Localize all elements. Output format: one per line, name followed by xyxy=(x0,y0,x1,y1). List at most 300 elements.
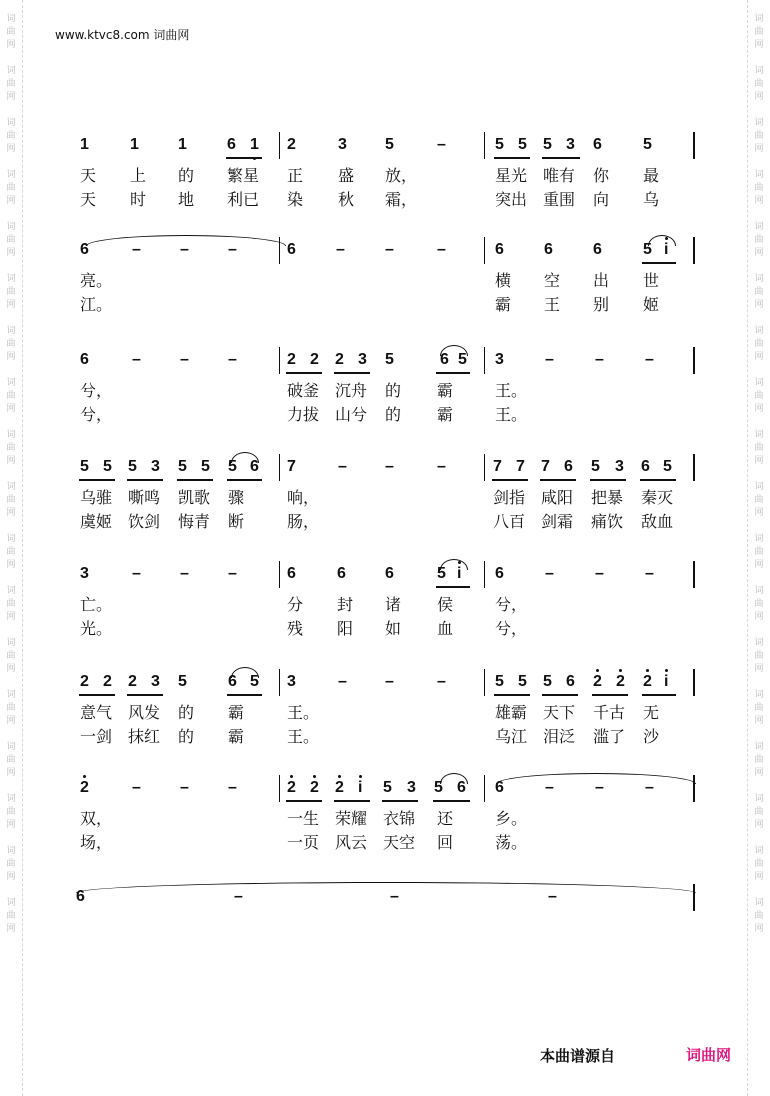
note-digit: – xyxy=(595,565,604,582)
note-digit: 3 xyxy=(151,458,160,475)
lyric-verse-1: 诸 xyxy=(385,595,402,614)
lyric-verse-1: 无 xyxy=(643,703,660,722)
note-digit: 6 xyxy=(641,458,650,475)
note-digit: 3 xyxy=(615,458,624,475)
lyric-verse-1: 双， xyxy=(80,809,113,828)
note-digit: – xyxy=(338,458,347,475)
lyric-verse-1: 沉舟 xyxy=(335,381,368,400)
lyric-verse-1: 出 xyxy=(593,271,610,290)
note xyxy=(385,565,394,583)
end-bar-line xyxy=(693,775,695,802)
note-digit: 5 xyxy=(228,458,237,475)
lyric-verse-1: 空 xyxy=(544,271,561,290)
note-digit: 3 xyxy=(358,351,367,368)
beam-underline xyxy=(227,479,262,481)
note xyxy=(383,779,392,797)
watermark-char: 网 xyxy=(754,820,764,830)
watermark-char: 曲 xyxy=(754,443,764,453)
lyric-verse-2: 霜， xyxy=(385,190,418,209)
watermark-char: 词 xyxy=(754,586,764,596)
end-bar-line xyxy=(693,237,695,264)
note-digit: – xyxy=(595,779,604,796)
note-digit: 3 xyxy=(566,136,575,153)
tie-arc xyxy=(496,773,696,784)
sustain-dash xyxy=(336,241,345,259)
lyric-verse-1: 荣耀 xyxy=(335,809,368,828)
watermark-char: 曲 xyxy=(6,391,16,401)
note-digit: – xyxy=(385,673,394,690)
watermark-char: 词 xyxy=(754,14,764,24)
watermark-char: 曲 xyxy=(754,807,764,817)
watermark-char: 网 xyxy=(754,40,764,50)
lyric-verse-2: 一剑 xyxy=(80,727,113,746)
lyric-verse-1: 王。 xyxy=(287,703,320,722)
note xyxy=(178,136,187,154)
bar-line xyxy=(279,669,280,696)
score-system xyxy=(0,450,770,562)
watermark-char: 曲 xyxy=(6,755,16,765)
watermark-char: 词 xyxy=(754,846,764,856)
bar-line xyxy=(484,775,485,802)
lyric-verse-2: 饮剑 xyxy=(128,512,161,531)
note-digit: 6 xyxy=(495,565,504,582)
watermark-char: 网 xyxy=(754,768,764,778)
watermark-char: 网 xyxy=(6,924,16,934)
lyric-verse-2: 霸 xyxy=(495,295,512,314)
note-digit: – xyxy=(132,351,141,368)
note xyxy=(541,458,550,476)
note-digit: 7 xyxy=(493,458,502,475)
note xyxy=(385,136,394,154)
note-digit: – xyxy=(228,779,237,796)
note-digit: – xyxy=(228,565,237,582)
lyric-verse-2: 王 xyxy=(544,295,561,314)
beam-underline xyxy=(640,479,676,481)
lyric-verse-1: 的 xyxy=(178,166,195,185)
note-digit: – xyxy=(595,351,604,368)
note xyxy=(128,673,137,691)
lyric-verse-2: 滥了 xyxy=(593,727,626,746)
note xyxy=(80,351,89,369)
watermark-char: 网 xyxy=(6,716,16,726)
bar-line xyxy=(279,561,280,588)
sustain-dash xyxy=(595,351,604,369)
note xyxy=(80,458,89,476)
note-digit: – xyxy=(545,351,554,368)
lyric-verse-1: 分 xyxy=(287,595,304,614)
note xyxy=(663,458,672,476)
lyric-verse-2: 天 xyxy=(80,190,97,209)
note xyxy=(337,565,346,583)
watermark-group xyxy=(754,13,763,52)
watermark-char: 曲 xyxy=(6,287,16,297)
note xyxy=(103,673,112,691)
note xyxy=(287,241,296,259)
note-digit: – xyxy=(132,779,141,796)
note-digit: i xyxy=(358,779,363,796)
score-system xyxy=(0,880,770,992)
lyric-verse-1: 风发 xyxy=(128,703,161,722)
note xyxy=(564,458,573,476)
lyric-verse-2: 荡。 xyxy=(495,833,528,852)
note xyxy=(80,136,89,154)
beam-underline xyxy=(177,479,213,481)
note xyxy=(616,673,625,691)
watermark-char: 曲 xyxy=(754,287,764,297)
note xyxy=(178,673,187,691)
note-digit: – xyxy=(545,779,554,796)
note-digit: 6 xyxy=(287,241,296,258)
note-digit: 5 xyxy=(128,458,137,475)
watermark-char: 曲 xyxy=(754,339,764,349)
watermark-group xyxy=(6,65,15,104)
note xyxy=(593,241,602,259)
sustain-dash xyxy=(132,565,141,583)
site-header: www.ktvc8.com 词曲网 xyxy=(55,28,190,42)
note-digit: – xyxy=(390,888,399,905)
lyric-verse-2: 泪泛 xyxy=(543,727,576,746)
note-digit: 1 xyxy=(250,136,259,153)
lyric-verse-2: 的 xyxy=(385,405,402,424)
note-digit: 5 xyxy=(643,241,652,258)
watermark-char: 曲 xyxy=(6,235,16,245)
lyric-verse-2: 姬 xyxy=(643,295,660,314)
watermark-char: 曲 xyxy=(754,703,764,713)
lyric-verse-2: 如 xyxy=(385,619,402,638)
lyric-verse-1: 雄霸 xyxy=(495,703,528,722)
lyric-verse-2: 残 xyxy=(287,619,304,638)
watermark-char: 网 xyxy=(6,196,16,206)
note xyxy=(495,565,504,583)
note xyxy=(493,458,502,476)
lyric-verse-2: 断 xyxy=(228,512,245,531)
lyric-verse-2: 痛饮 xyxy=(591,512,624,531)
note xyxy=(518,673,527,691)
note xyxy=(495,673,504,691)
lyric-verse-1: 的 xyxy=(178,703,195,722)
note xyxy=(544,241,553,259)
lyric-verse-2: 阳 xyxy=(337,619,354,638)
note-digit: 5 xyxy=(518,673,527,690)
sustain-dash xyxy=(338,673,347,691)
bar-line xyxy=(484,132,485,159)
note xyxy=(495,241,504,259)
note-digit: 1 xyxy=(178,136,187,153)
end-bar-line xyxy=(693,347,695,374)
note xyxy=(80,565,89,583)
watermark-char: 词 xyxy=(754,482,764,492)
lyric-verse-1: 星光 xyxy=(495,166,528,185)
lyric-verse-1: 兮， xyxy=(495,595,528,614)
lyric-verse-1: 王。 xyxy=(495,381,528,400)
note-digit: 2 xyxy=(335,351,344,368)
tie-arc xyxy=(440,773,468,784)
note xyxy=(287,565,296,583)
note-digit: – xyxy=(645,565,654,582)
lyric-verse-1: 最 xyxy=(643,166,660,185)
note-digit: i xyxy=(664,673,669,690)
note xyxy=(643,673,652,691)
beam-underline xyxy=(286,372,322,374)
bar-line xyxy=(484,454,485,481)
watermark-char: 曲 xyxy=(754,183,764,193)
sustain-dash xyxy=(437,458,446,476)
beam-underline xyxy=(494,694,530,696)
note xyxy=(227,136,236,154)
beam-underline xyxy=(494,157,530,159)
note-digit: – xyxy=(234,888,243,905)
tie-arc xyxy=(86,235,286,246)
footer-logo: 词曲网 xyxy=(686,1046,732,1064)
lyric-verse-2: 抹红 xyxy=(128,727,161,746)
lyric-verse-1: 千古 xyxy=(593,703,626,722)
note-digit: 6 xyxy=(227,136,236,153)
lyric-verse-2: 重围 xyxy=(543,190,576,209)
lyric-verse-1: 世 xyxy=(643,271,660,290)
note-digit: 2 xyxy=(80,673,89,690)
beam-underline xyxy=(542,157,580,159)
note-digit: 6 xyxy=(385,565,394,582)
lyric-verse-2: 沙 xyxy=(643,727,660,746)
watermark-char: 词 xyxy=(754,66,764,76)
note xyxy=(80,673,89,691)
beam-underline xyxy=(436,586,470,588)
watermark-char: 网 xyxy=(6,508,16,518)
lyric-verse-1: 上 xyxy=(130,166,147,185)
note xyxy=(664,673,668,691)
beam-underline xyxy=(334,372,370,374)
lyric-verse-2: 向 xyxy=(593,190,610,209)
note-digit: 6 xyxy=(593,136,602,153)
lyric-verse-2: 秋 xyxy=(338,190,355,209)
lyric-verse-1: 霸 xyxy=(437,381,454,400)
note xyxy=(358,351,367,369)
tie-arc xyxy=(440,559,468,570)
note-digit: 5 xyxy=(178,458,187,475)
beam-underline xyxy=(642,694,676,696)
watermark-char: 曲 xyxy=(6,599,16,609)
sustain-dash xyxy=(385,673,394,691)
watermark-char: 词 xyxy=(754,690,764,700)
watermark-char: 词 xyxy=(6,638,16,648)
watermark-char: 词 xyxy=(754,378,764,388)
lyric-verse-2: 霸 xyxy=(437,405,454,424)
watermark-char: 网 xyxy=(754,560,764,570)
note-digit: 5 xyxy=(643,136,652,153)
note-digit: 5 xyxy=(103,458,112,475)
score-system xyxy=(0,233,770,345)
lyric-verse-1: 衣锦 xyxy=(383,809,416,828)
watermark-char: 曲 xyxy=(6,339,16,349)
watermark-char: 曲 xyxy=(754,27,764,37)
lyric-verse-2: 天空 xyxy=(383,833,416,852)
note xyxy=(128,458,137,476)
bar-line xyxy=(484,237,485,264)
lyric-verse-1: 天下 xyxy=(543,703,576,722)
watermark-char: 曲 xyxy=(6,79,16,89)
watermark-char: 曲 xyxy=(6,911,16,921)
note-digit: 6 xyxy=(287,565,296,582)
lyric-verse-1: 骤 xyxy=(228,488,245,507)
note-digit: 5 xyxy=(663,458,672,475)
lyric-verse-2: 突出 xyxy=(495,190,528,209)
watermark-char: 曲 xyxy=(6,27,16,37)
lyric-verse-2: 光。 xyxy=(80,619,113,638)
note-digit: 5 xyxy=(543,673,552,690)
note-digit: 3 xyxy=(407,779,416,796)
note xyxy=(151,673,160,691)
end-bar-line xyxy=(693,454,695,481)
watermark-char: 词 xyxy=(754,326,764,336)
tie-arc xyxy=(648,235,676,246)
lyric-verse-2: 力拔 xyxy=(287,405,320,424)
note-digit: 2 xyxy=(287,779,296,796)
watermark-char: 曲 xyxy=(6,131,16,141)
note-digit: – xyxy=(132,565,141,582)
sustain-dash xyxy=(645,565,654,583)
note-digit: 5 xyxy=(591,458,600,475)
lyric-verse-2: 敌血 xyxy=(641,512,674,531)
note-digit: – xyxy=(437,241,446,258)
note-digit: 5 xyxy=(201,458,210,475)
sustain-dash xyxy=(228,565,237,583)
note-digit: 1 xyxy=(80,136,89,153)
note xyxy=(287,136,296,154)
lyric-verse-2: 场， xyxy=(80,833,113,852)
watermark-char: 曲 xyxy=(754,651,764,661)
note xyxy=(338,136,347,154)
note-digit: 2 xyxy=(103,673,112,690)
watermark-char: 曲 xyxy=(754,131,764,141)
watermark-char: 网 xyxy=(754,456,764,466)
note xyxy=(495,136,504,154)
lyric-verse-1: 唯有 xyxy=(543,166,576,185)
sustain-dash xyxy=(228,779,237,797)
bar-line xyxy=(484,561,485,588)
note-digit: 2 xyxy=(616,673,625,690)
watermark-char: 网 xyxy=(6,300,16,310)
lyric-verse-2: 回 xyxy=(437,833,454,852)
watermark-char: 词 xyxy=(6,742,16,752)
note-digit: – xyxy=(437,673,446,690)
score-system xyxy=(0,665,770,777)
lyric-verse-1: 乡。 xyxy=(495,809,528,828)
lyric-verse-1: 秦灭 xyxy=(641,488,674,507)
sustain-dash xyxy=(228,351,237,369)
beam-underline xyxy=(540,479,576,481)
watermark-char: 曲 xyxy=(754,599,764,609)
score-system xyxy=(0,557,770,669)
score-system xyxy=(0,343,770,455)
watermark-char: 网 xyxy=(754,716,764,726)
watermark-char: 词 xyxy=(6,378,16,388)
sustain-dash xyxy=(132,779,141,797)
beam-underline xyxy=(227,694,262,696)
sustain-dash xyxy=(437,136,446,154)
lyric-verse-1: 一生 xyxy=(287,809,320,828)
lyric-verse-2: 一页 xyxy=(287,833,320,852)
note-digit: – xyxy=(180,565,189,582)
note-digit: 6 xyxy=(80,351,89,368)
watermark-char: 曲 xyxy=(6,859,16,869)
sustain-dash xyxy=(385,458,394,476)
note-digit: 6 xyxy=(544,241,553,258)
watermark-char: 曲 xyxy=(6,443,16,453)
note-digit: 6 xyxy=(566,673,575,690)
note xyxy=(335,779,344,797)
note xyxy=(643,136,652,154)
note-digit: 5 xyxy=(458,351,467,368)
lyric-verse-1: 正 xyxy=(287,166,304,185)
note xyxy=(593,673,602,691)
watermark-char: 网 xyxy=(754,144,764,154)
lyric-verse-2: 肠， xyxy=(287,512,320,531)
tie-arc xyxy=(231,667,259,678)
sustain-dash xyxy=(338,458,347,476)
note xyxy=(250,136,259,154)
watermark-char: 网 xyxy=(6,768,16,778)
note-digit: 5 xyxy=(385,136,394,153)
end-bar-line xyxy=(693,884,695,911)
note-digit: 5 xyxy=(543,136,552,153)
watermark-char: 曲 xyxy=(754,547,764,557)
note-digit: i xyxy=(664,241,669,258)
end-bar-line xyxy=(693,132,695,159)
note-digit: – xyxy=(645,779,654,796)
beam-underline xyxy=(592,694,628,696)
watermark-char: 词 xyxy=(6,170,16,180)
note-digit: 6 xyxy=(495,241,504,258)
note-digit: 3 xyxy=(151,673,160,690)
sustain-dash xyxy=(645,351,654,369)
watermark-char: 曲 xyxy=(754,859,764,869)
note-digit: 6 xyxy=(337,565,346,582)
lyric-verse-1: 乌骓 xyxy=(80,488,113,507)
score-system xyxy=(0,771,770,883)
note-digit: – xyxy=(336,241,345,258)
lyric-verse-1: 凯歌 xyxy=(178,488,211,507)
note-digit: 3 xyxy=(287,673,296,690)
lyric-verse-1: 嘶鸣 xyxy=(128,488,161,507)
watermark-char: 词 xyxy=(6,118,16,128)
watermark-char: 词 xyxy=(6,846,16,856)
lyric-verse-1: 亡。 xyxy=(80,595,113,614)
note xyxy=(407,779,416,797)
note xyxy=(566,673,575,691)
note-digit: – xyxy=(338,673,347,690)
watermark-char: 曲 xyxy=(6,651,16,661)
note xyxy=(615,458,624,476)
beam-underline xyxy=(127,479,163,481)
note xyxy=(287,458,296,476)
watermark-char: 词 xyxy=(6,222,16,232)
note xyxy=(287,779,296,797)
sustain-dash xyxy=(595,565,604,583)
note xyxy=(287,351,296,369)
note xyxy=(80,779,89,797)
note-digit: 5 xyxy=(178,673,187,690)
lyric-verse-2: 江。 xyxy=(80,295,113,314)
tie-arc xyxy=(440,345,468,356)
watermark-char: 网 xyxy=(6,456,16,466)
sustain-dash xyxy=(437,673,446,691)
note-digit: – xyxy=(385,241,394,258)
lyric-verse-1: 的 xyxy=(385,381,402,400)
watermark-char: 词 xyxy=(6,66,16,76)
lyric-verse-2: 乌 xyxy=(643,190,660,209)
note xyxy=(103,458,112,476)
note-digit: 2 xyxy=(310,779,319,796)
